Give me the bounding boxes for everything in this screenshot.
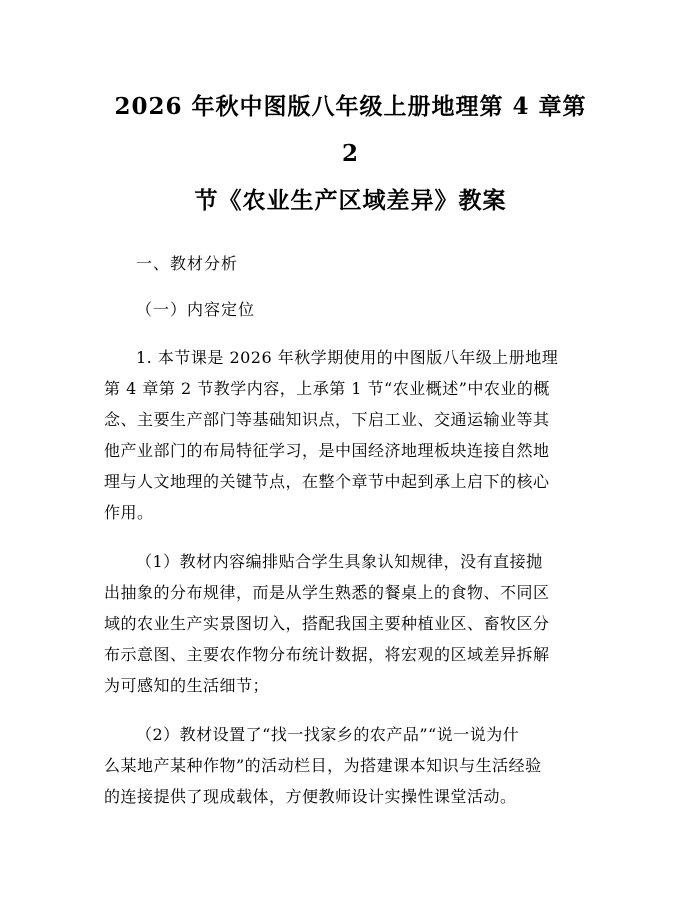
paragraph-2-line: 出抽象的分布规律，而是从学生熟悉的餐桌上的食物、不同区 [104, 583, 550, 602]
paragraph-3-line: （2）教材设置了“找一找家乡的农产品”“说一说为什 [136, 725, 520, 744]
paragraph-1-line: 他产业部门的布局特征学习，是中国经济地理板块连接自然地 [104, 441, 550, 460]
paragraph-2-line: 域的农业生产实景图切入，搭配我国主要种植业区、畜牧区分 [104, 614, 550, 633]
paragraph-1-line: 作用。 [104, 503, 154, 522]
paragraph-2-line: 为可感知的生活细节； [104, 676, 270, 695]
paragraph-2-line: 布示意图、主要农作物分布统计数据，将宏观的区域差异拆解 [104, 645, 550, 664]
paragraph-1-line: 第 4 章第 2 节教学内容，上承第 1 节“农业概述”中农业的概 [104, 379, 550, 398]
paragraph-1-line: 理与人文地理的关键节点，在整个章节中起到承上启下的核心 [104, 472, 550, 491]
section-heading-textbook-analysis: 一、教材分析 [136, 254, 239, 273]
paragraph-1-line: 1. 本节课是 2026 年秋学期使用的中图版八年级上册地理 [136, 348, 559, 367]
document-title [104, 83, 597, 224]
paragraph-3-line: 的连接提供了现成载体，方便教师设计实操性课堂活动。 [104, 787, 517, 806]
paragraph-3-line: 么某地产某种作物”的活动栏目，为搭建课本知识与生活经验 [104, 756, 542, 775]
title-line-2: 节《农业生产区域差异》教案 [194, 187, 507, 214]
paragraph-2-line: （1）教材内容编排贴合学生具象认知规律，没有直接抛 [136, 552, 543, 571]
paragraph-3 [104, 719, 597, 812]
subsection-heading-content-positioning: （一）内容定位 [136, 300, 256, 319]
paragraph-1-line: 念、主要生产部门等基础知识点，下启工业、交通运输业等其 [104, 410, 550, 429]
paragraph-1 [104, 342, 597, 528]
title-line-1: 2026 年秋中图版八年级上册地理第 4 章第 2 [114, 93, 587, 167]
paragraph-2 [104, 546, 597, 701]
